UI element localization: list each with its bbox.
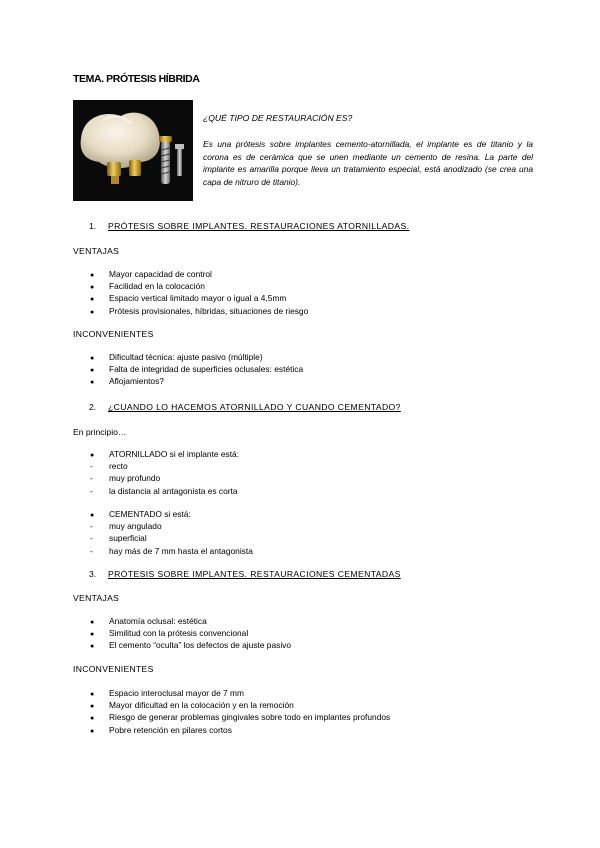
section-2-heading — [89, 402, 401, 412]
list-item: ● CEMENTADO si está: — [90, 509, 191, 519]
list-item: ● Facilidad en la colocación — [90, 281, 205, 292]
list-item: ● Anatomía oclusal: estética — [90, 616, 207, 626]
inconvenientes-label: INCONVENIENTES — [73, 664, 154, 674]
inconvenientes-list — [90, 351, 303, 388]
section-title: ¿CUANDO LO HACEMOS ATORNILLADO Y CUANDO CEMENTADO? — [108, 402, 401, 412]
list-item: ● Espacio interoclusal mayor de 7 mm — [90, 688, 244, 698]
list-item: - superficial — [90, 533, 147, 544]
list-item: ● Dificultad técnica: ajuste pasivo (múltiple) — [90, 352, 263, 362]
section-number: 2. — [89, 402, 97, 412]
section-title: PRÓTESIS SOBRE IMPLANTES. RESTAURACIONES CEMENTADAS — [108, 569, 401, 579]
list-item: ● Riesgo de generar problemas gingivales sobre todo en implantes profundos — [90, 712, 391, 723]
cementado-list — [90, 508, 253, 557]
section-number: 1. — [89, 221, 97, 231]
section-3-heading — [89, 569, 401, 579]
list-item: - muy profundo — [90, 473, 161, 484]
list-item: ● Prótesis provisionales, híbridas, situaciones de riesgo — [90, 305, 309, 316]
list-item: ● Mayor capacidad de control — [90, 269, 212, 279]
section-number: 3. — [89, 569, 97, 579]
implant-crown-image — [73, 100, 193, 201]
list-item: ● Pobre retención en pilares cortos — [90, 724, 232, 735]
ventajas-list — [90, 615, 291, 652]
ventajas-list — [90, 268, 308, 317]
list-item: - muy angulado — [90, 521, 162, 532]
section-title: PRÓTESIS SOBRE IMPLANTES. RESTAURACIONES ATORNILLADAS. — [108, 221, 410, 231]
list-item: ● Espacio vertical limitado mayor o igual a 4,5mm — [90, 293, 287, 304]
inconvenientes-label: INCONVENIENTES — [73, 329, 154, 339]
intro-answer: Es una prótesis sobre implantes cemento-atornillada, el implante es de titanio y la corona es de cerámica que se unen mediante un cemento de resina. La parte del implante es amarilla porque lleva un tratamiento especial, está anodizado (se crea una capa de nitruro de titanio). — [203, 139, 533, 187]
prosthesis-photo — [73, 100, 193, 201]
ventajas-label: VENTAJAS — [73, 246, 120, 256]
list-item: ● Aflojamientos? — [90, 376, 164, 387]
inconvenientes-list — [90, 687, 390, 736]
list-item: ● Falta de integridad de superficies oclusales: estética — [90, 364, 304, 375]
list-item: ● ATORNILLADO si el implante está: — [90, 449, 240, 459]
list-item: ● El cemento “oculta” los defectos de ajuste pasivo — [90, 640, 292, 651]
document-title: TEMA. PRÓTESIS HÍBRIDA — [73, 73, 200, 85]
section-2-intro: En principio… — [73, 427, 127, 437]
list-item: - recto — [90, 461, 128, 472]
section-1-heading — [89, 221, 409, 231]
list-item: ● Mayor dificultad en la colocación y en la remoción — [90, 700, 294, 711]
ventajas-label: VENTAJAS — [73, 593, 120, 603]
list-item: ● Similitud con la prótesis convencional — [90, 628, 249, 639]
atornillado-list — [90, 448, 239, 497]
list-item: - la distancia al antagonista es corta — [90, 485, 238, 496]
intro-question: ¿QUÉ TIPO DE RESTAURACIÓN ES? — [203, 113, 353, 123]
list-item: - hay más de 7 mm hasta el antagonista — [90, 545, 253, 556]
